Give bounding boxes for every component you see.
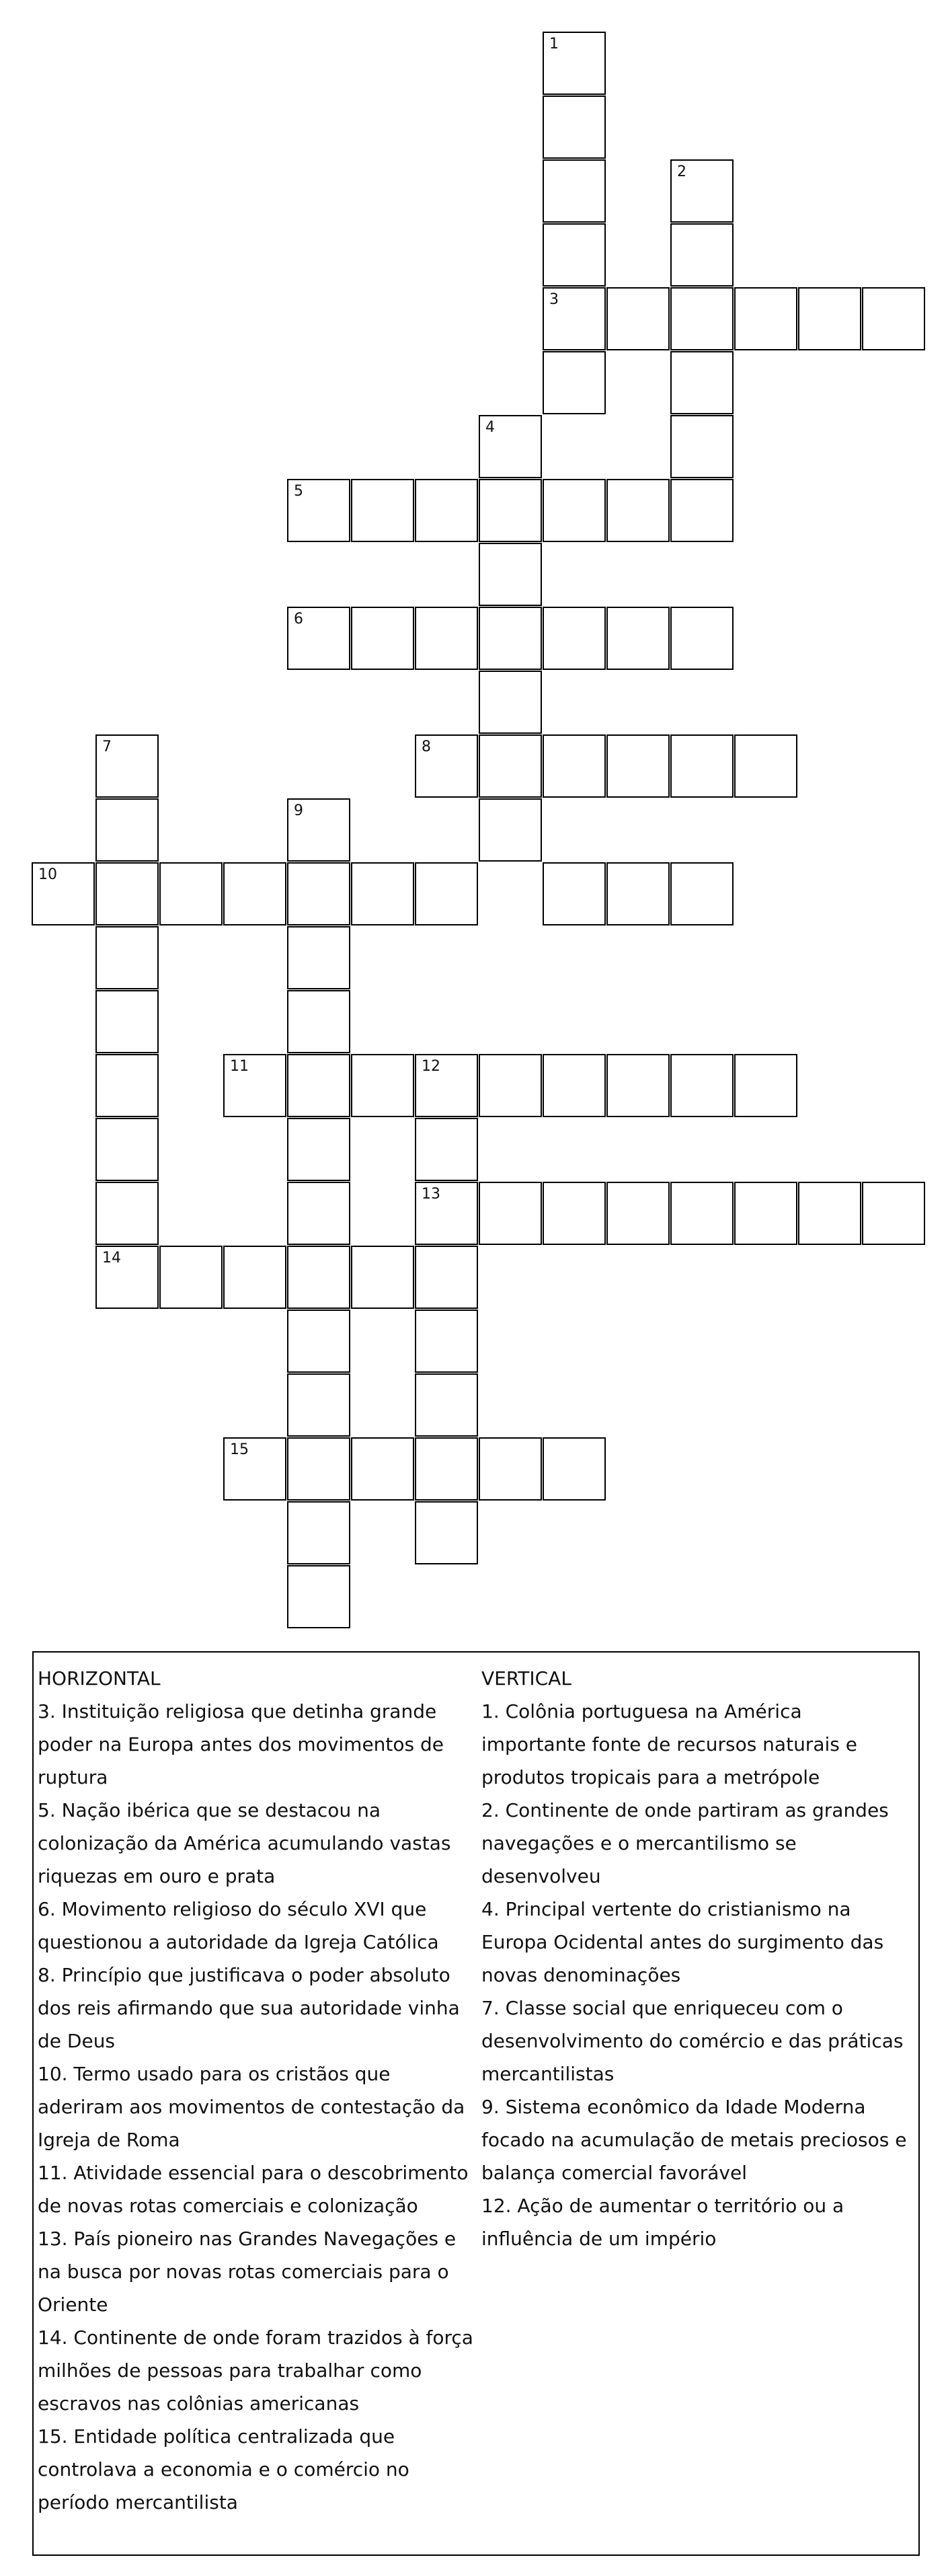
clue-h15: 15. Entidade política centralizada que controlava a economia e o comércio no período mercantilista xyxy=(38,2425,409,2513)
grid-cell[interactable] xyxy=(606,1182,670,1245)
grid-cell[interactable] xyxy=(415,1373,478,1437)
horizontal-heading: HORIZONTAL xyxy=(38,1667,161,1690)
clue-number: 10 xyxy=(38,866,57,883)
clues-box xyxy=(32,1651,920,2556)
clue-number: 1 xyxy=(549,36,559,52)
horizontal-clues xyxy=(38,1662,475,2519)
clue-h14: 14. Continente de onde foram trazidos à força milhões de pessoas para trabalhar como escravos nas colônias americanas xyxy=(38,2326,473,2415)
grid-cell[interactable] xyxy=(351,607,414,670)
grid-cell[interactable] xyxy=(479,671,542,734)
clue-number: 13 xyxy=(422,1186,440,1203)
grid-cell[interactable] xyxy=(415,1246,478,1309)
grid-cell[interactable] xyxy=(734,734,797,798)
clue-v4: 4. Principal vertente do cristianismo na Europa Ocidental antes do surgimento das novas denominações xyxy=(481,1898,884,1986)
grid-cell[interactable] xyxy=(95,862,159,925)
grid-cell[interactable] xyxy=(415,1310,478,1373)
grid-cell[interactable] xyxy=(287,1373,350,1437)
clue-number: 2 xyxy=(677,163,686,180)
grid-cell[interactable] xyxy=(287,1501,350,1564)
grid-cell[interactable] xyxy=(479,543,542,606)
grid-cell[interactable] xyxy=(415,607,478,670)
grid-cell[interactable] xyxy=(287,1246,350,1309)
clue-h5: 5. Nação ibérica que se destacou na colonização da América acumulando vastas riquezas em ouro e prata xyxy=(38,1799,451,1887)
grid-cell[interactable] xyxy=(670,1182,734,1245)
grid-cell[interactable] xyxy=(287,1565,350,1628)
grid-cell[interactable] xyxy=(670,1054,734,1117)
grid-cell[interactable] xyxy=(159,1246,223,1309)
grid-cell[interactable] xyxy=(670,415,734,478)
clue-number: 11 xyxy=(230,1058,249,1075)
clue-number: 7 xyxy=(102,738,112,755)
grid-cell[interactable] xyxy=(95,1118,159,1181)
clue-number: 3 xyxy=(549,291,559,308)
grid-cell[interactable] xyxy=(543,1054,606,1117)
clue-number: 4 xyxy=(485,419,495,436)
grid-cell[interactable] xyxy=(223,1246,286,1309)
grid-cell[interactable] xyxy=(95,1246,159,1309)
grid-cell[interactable] xyxy=(606,287,670,350)
grid-cell[interactable] xyxy=(862,1182,925,1245)
clue-number: 8 xyxy=(422,738,431,755)
grid-cell[interactable] xyxy=(543,351,606,414)
grid-cell[interactable] xyxy=(95,990,159,1053)
grid-cell[interactable] xyxy=(606,479,670,542)
clue-h10: 10. Termo usado para os cristãos que aderiram aos movimentos de contestação da Igreja de Roma xyxy=(38,2063,465,2151)
grid-cell[interactable] xyxy=(606,862,670,925)
clue-h11: 11. Atividade essencial para o descobrimento de novas rotas comerciais e colonização xyxy=(38,2162,469,2217)
grid-cell[interactable] xyxy=(415,862,478,925)
grid-cell[interactable] xyxy=(479,1182,542,1245)
grid-cell[interactable] xyxy=(351,862,414,925)
grid-cell[interactable] xyxy=(543,1437,606,1501)
grid-cell[interactable] xyxy=(479,1054,542,1117)
grid-cell[interactable] xyxy=(415,1501,478,1564)
clue-number: 6 xyxy=(294,611,303,628)
grid-cell[interactable] xyxy=(479,415,542,478)
grid-cell[interactable] xyxy=(95,1054,159,1117)
grid-cell[interactable] xyxy=(287,990,350,1053)
grid-cell[interactable] xyxy=(543,1182,606,1245)
clue-v12: 12. Ação de aumentar o território ou a influência de um império xyxy=(481,2195,844,2250)
grid-cell[interactable] xyxy=(159,862,223,925)
grid-cell[interactable] xyxy=(479,798,542,862)
grid-cell[interactable] xyxy=(798,1182,861,1245)
grid-cell[interactable] xyxy=(543,32,606,95)
grid-cell[interactable] xyxy=(351,479,414,542)
grid-cell[interactable] xyxy=(543,223,606,287)
grid-cell[interactable] xyxy=(479,734,542,798)
grid-cell[interactable] xyxy=(479,1437,542,1501)
grid-cell[interactable] xyxy=(479,479,542,542)
grid-cell[interactable] xyxy=(32,862,95,925)
clue-number: 14 xyxy=(102,1250,121,1266)
grid-cell[interactable] xyxy=(287,862,350,925)
grid-cell[interactable] xyxy=(798,287,861,350)
grid-cell[interactable] xyxy=(287,926,350,989)
grid-cell[interactable] xyxy=(287,798,350,862)
clue-number: 12 xyxy=(422,1058,440,1075)
grid-cell[interactable] xyxy=(287,607,350,670)
grid-cell[interactable] xyxy=(543,862,606,925)
grid-cell[interactable] xyxy=(415,1182,478,1245)
grid-cell[interactable] xyxy=(543,607,606,670)
grid-cell[interactable] xyxy=(415,1054,478,1117)
grid-cell[interactable] xyxy=(287,1054,350,1117)
grid-cell[interactable] xyxy=(95,734,159,798)
clue-v9: 9. Sistema econômico da Idade Moderna focado na acumulação de metais preciosos e balança comercial favorável xyxy=(481,2096,907,2184)
grid-cell[interactable] xyxy=(287,1310,350,1373)
grid-cell[interactable] xyxy=(670,223,734,287)
grid-cell[interactable] xyxy=(670,734,734,798)
grid-cell[interactable] xyxy=(670,159,734,223)
grid-cell[interactable] xyxy=(223,1054,286,1117)
grid-cell[interactable] xyxy=(670,351,734,414)
clue-number: 9 xyxy=(294,802,303,819)
grid-cell[interactable] xyxy=(287,1118,350,1181)
clue-h3: 3. Instituição religiosa que detinha grande poder na Europa antes dos movimentos de ruptura xyxy=(38,1700,444,1788)
grid-cell[interactable] xyxy=(670,287,734,350)
clue-h13: 13. País pioneiro nas Grandes Navegações e na busca por novas rotas comerciais para o Oriente xyxy=(38,2228,457,2316)
grid-cell[interactable] xyxy=(415,479,478,542)
grid-cell[interactable] xyxy=(734,1182,797,1245)
vertical-heading: VERTICAL xyxy=(481,1667,571,1690)
grid-cell[interactable] xyxy=(862,287,925,350)
grid-cell[interactable] xyxy=(415,1437,478,1501)
grid-cell[interactable] xyxy=(223,1437,286,1501)
clue-number: 5 xyxy=(294,483,303,500)
grid-cell[interactable] xyxy=(543,287,606,350)
grid-cell[interactable] xyxy=(351,1246,414,1309)
grid-cell[interactable] xyxy=(351,1437,414,1501)
clue-h6: 6. Movimento religioso do século XVI que questionou a autoridade da Igreja Católica xyxy=(38,1898,439,1953)
grid-cell[interactable] xyxy=(287,1182,350,1245)
clue-h8: 8. Princípio que justificava o poder absoluto dos reis afirmando que sua autoridade vinha de Deus xyxy=(38,1964,460,2052)
clue-v1: 1. Colônia portuguesa na América importante fonte de recursos naturais e produtos tropicais para a metrópole xyxy=(481,1700,857,1788)
grid-cell[interactable] xyxy=(734,1054,797,1117)
grid-cell[interactable] xyxy=(479,607,542,670)
grid-cell[interactable] xyxy=(415,1118,478,1181)
grid-cell[interactable] xyxy=(543,159,606,223)
vertical-clues xyxy=(481,1662,912,2255)
grid-cell[interactable] xyxy=(606,1054,670,1117)
grid-cell[interactable] xyxy=(415,734,478,798)
grid-cell[interactable] xyxy=(223,862,286,925)
grid-cell[interactable] xyxy=(606,607,670,670)
grid-cell[interactable] xyxy=(351,1054,414,1117)
grid-cell[interactable] xyxy=(543,96,606,159)
clue-v2: 2. Continente de onde partiram as grandes navegações e o mercantilismo se desenvolveu xyxy=(481,1799,889,1887)
grid-cell[interactable] xyxy=(606,734,670,798)
clue-v7: 7. Classe social que enriqueceu com o desenvolvimento do comércio e das práticas mercantilistas xyxy=(481,1997,904,2085)
grid-cell[interactable] xyxy=(287,479,350,542)
grid-cell[interactable] xyxy=(670,607,734,670)
grid-cell[interactable] xyxy=(287,1437,350,1501)
grid-cell[interactable] xyxy=(95,926,159,989)
clue-number: 15 xyxy=(230,1441,249,1458)
grid-cell[interactable] xyxy=(95,1182,159,1245)
grid-cell[interactable] xyxy=(670,862,734,925)
grid-cell[interactable] xyxy=(734,287,797,350)
grid-cell[interactable] xyxy=(670,479,734,542)
grid-cell[interactable] xyxy=(543,479,606,542)
grid-cell[interactable] xyxy=(543,734,606,798)
grid-cell[interactable] xyxy=(95,798,159,862)
